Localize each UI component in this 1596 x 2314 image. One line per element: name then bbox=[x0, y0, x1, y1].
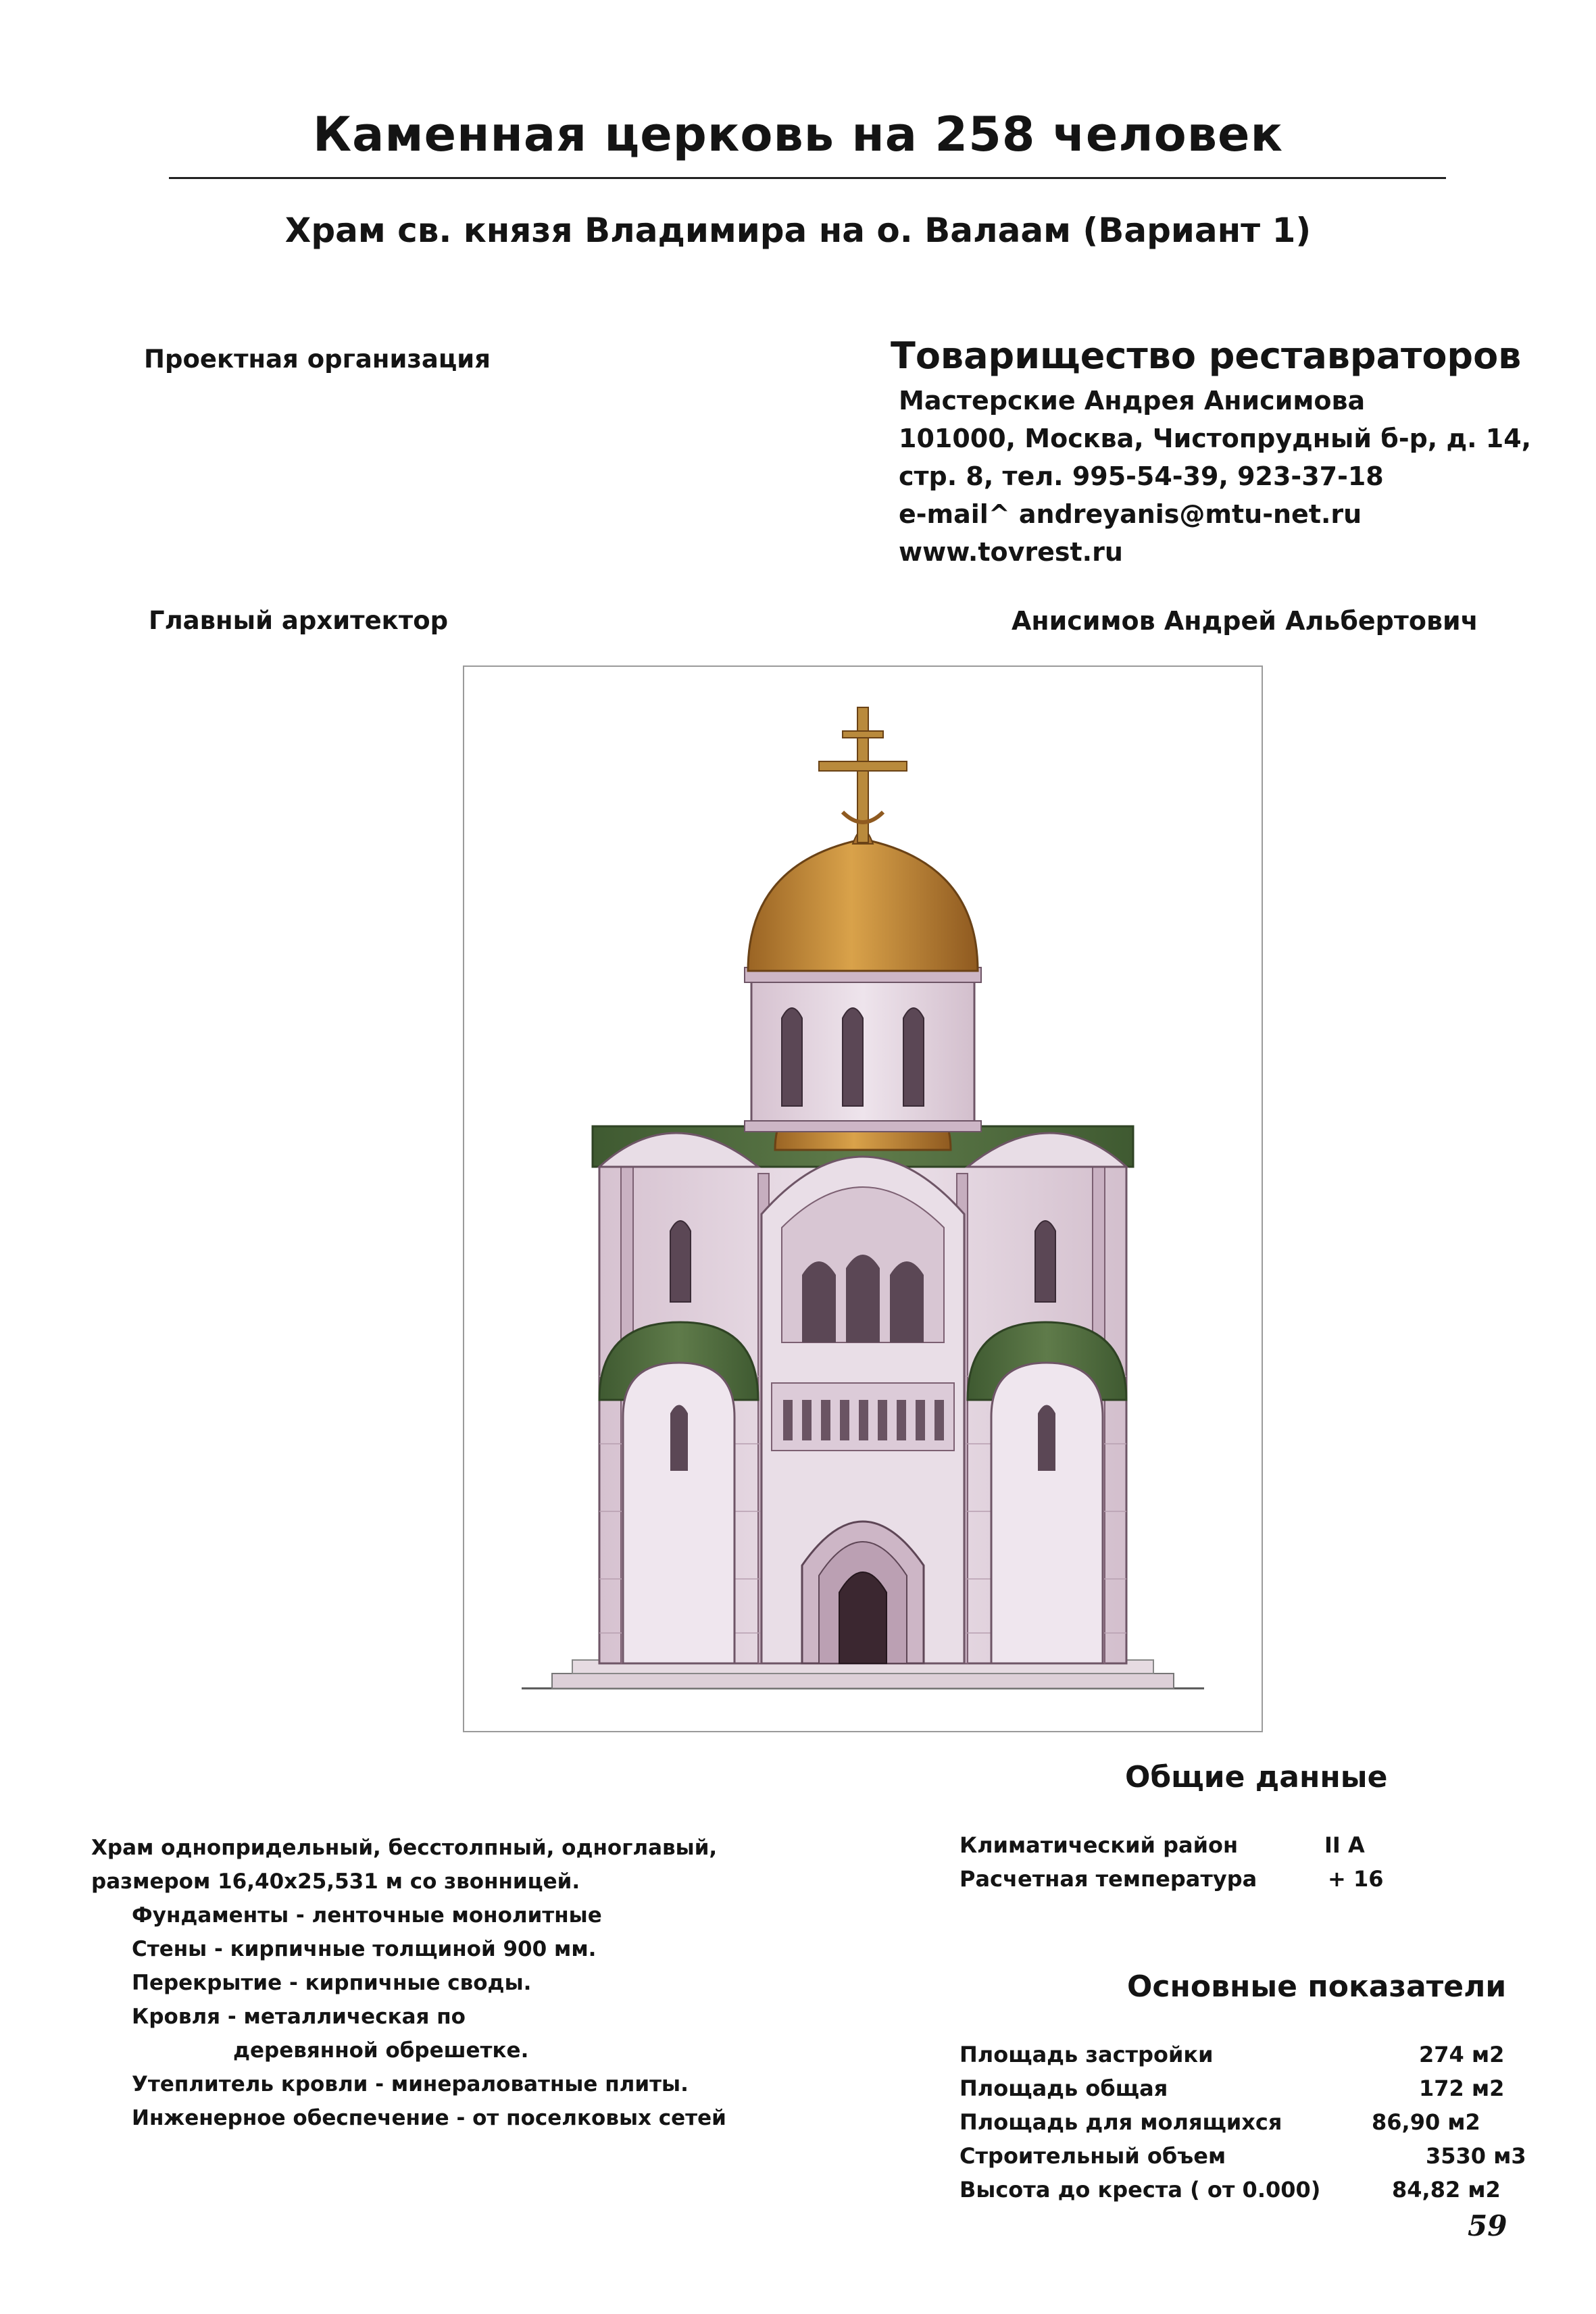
description-line: Фундаменты - ленточные монолитные bbox=[132, 1903, 602, 1928]
indicators-table bbox=[959, 2042, 1541, 2217]
building-description bbox=[91, 1831, 726, 2135]
org-details bbox=[899, 382, 1531, 571]
page-title: Каменная церковь на 258 человек bbox=[312, 107, 1284, 162]
indicator-value: 86,90 м2 bbox=[1372, 2109, 1480, 2135]
org-line: стр. 8, тел. 995-54-39, 923-37-18 bbox=[899, 461, 1384, 491]
org-email: e-mail^ andreyanis@mtu-net.ru bbox=[899, 499, 1362, 529]
dome-drum bbox=[745, 967, 981, 1132]
description-line: Инженерное обеспечение - от поселковых сетей bbox=[132, 2106, 726, 2130]
indicator-label: Строительный объем bbox=[959, 2143, 1226, 2169]
page-subtitle: Храм св. князя Владимира на о. Валаам (Вариант 1) bbox=[284, 211, 1312, 250]
org-website: www.tovrest.ru bbox=[899, 537, 1123, 567]
main-dome bbox=[748, 830, 978, 971]
org-label: Проектная организация bbox=[144, 345, 491, 374]
indicator-label: Площадь застройки bbox=[959, 2042, 1214, 2067]
page-number: 59 bbox=[1468, 2209, 1507, 2242]
title-divider bbox=[169, 177, 1446, 179]
indicator-value: 172 м2 bbox=[1419, 2076, 1505, 2101]
description-line: Перекрытие - кирпичные своды. bbox=[132, 1971, 532, 1995]
indicator-label: Площадь общая bbox=[959, 2076, 1168, 2101]
org-line: 101000, Москва, Чистопрудный б-р, д. 14, bbox=[899, 424, 1532, 453]
architect-name: Анисимов Андрей Альбертович bbox=[1012, 606, 1478, 636]
indicator-value: 274 м2 bbox=[1419, 2042, 1505, 2067]
description-line: Утеплитель кровли - минераловатные плиты. bbox=[132, 2072, 689, 2096]
org-name: Товарищество реставраторов bbox=[891, 334, 1522, 377]
church-elevation-drawing bbox=[464, 667, 1262, 1731]
indicator-label: Высота до креста ( от 0.000) bbox=[959, 2177, 1321, 2203]
indicator-value: 3530 м3 bbox=[1426, 2143, 1526, 2169]
climate-region-value: II A bbox=[1324, 1832, 1365, 1858]
description-line: Стены - кирпичные толщиной 900 мм. bbox=[132, 1937, 597, 1961]
architect-label: Главный архитектор bbox=[149, 606, 449, 635]
general-data-table bbox=[959, 1832, 1446, 1913]
indicators-heading: Основные показатели bbox=[1127, 1969, 1507, 2004]
indicator-value: 84,82 м2 bbox=[1392, 2177, 1501, 2203]
description-line: размером 16,40х25,531 м со звонницей. bbox=[91, 1869, 580, 1894]
description-line: Храм однопридельный, бесстолпный, одноглавый, bbox=[91, 1836, 718, 1860]
main-cross bbox=[819, 707, 907, 842]
central-facade bbox=[762, 1157, 964, 1663]
design-temperature-label: Расчетная температура bbox=[959, 1866, 1257, 1892]
description-line: Кровля - металлическая по bbox=[132, 2005, 466, 2029]
general-data-heading: Общие данные bbox=[1125, 1760, 1388, 1794]
org-line: Мастерские Андрея Анисимова bbox=[899, 386, 1366, 416]
climate-region-label: Климатический район bbox=[959, 1832, 1239, 1858]
indicator-label: Площадь для молящихся bbox=[959, 2109, 1282, 2135]
church-elevation-figure bbox=[463, 665, 1263, 1732]
description-line: деревянной обрешетке. bbox=[233, 2038, 529, 2063]
design-temperature-value: + 16 bbox=[1328, 1866, 1384, 1892]
